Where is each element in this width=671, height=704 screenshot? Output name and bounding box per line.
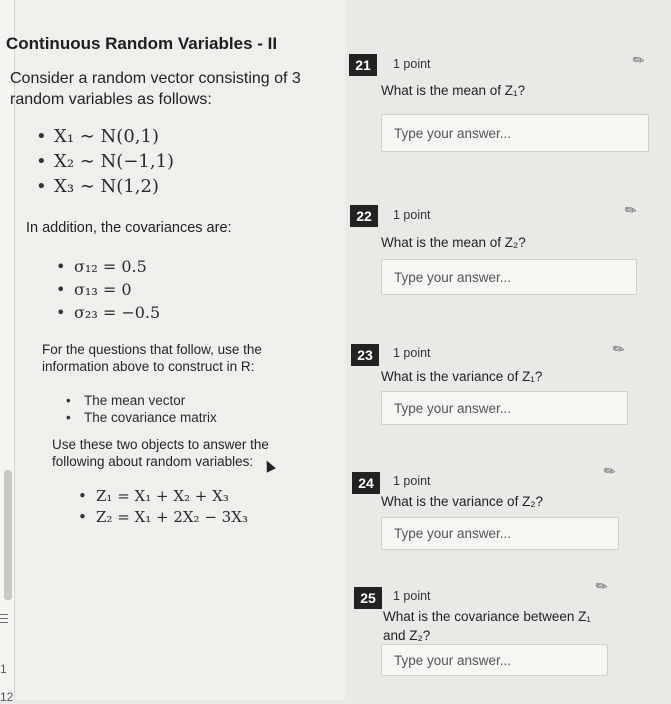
use-objects-text: Use these two objects to answer the following about random variables: bbox=[52, 437, 269, 469]
gutter-line bbox=[0, 622, 8, 623]
question-number-badge: 25 bbox=[354, 587, 382, 609]
list-item: • Z₁ = X₁ + X₂ + X₃ bbox=[74, 486, 248, 507]
question-number-badge: 21 bbox=[349, 54, 377, 76]
list-item: • X₁ ∼ N(0,1) bbox=[32, 124, 174, 149]
question-text: What is the variance of Z₁? bbox=[381, 369, 543, 384]
pin-icon[interactable]: ✎ bbox=[600, 461, 619, 482]
question-points: 1 point bbox=[393, 346, 431, 360]
question-number-badge: 22 bbox=[350, 205, 378, 227]
gutter-line bbox=[0, 618, 8, 619]
question-points: 1 point bbox=[393, 208, 431, 222]
objects-list bbox=[62, 392, 217, 426]
answer-input[interactable] bbox=[381, 259, 637, 295]
instructions-text: For the questions that follow, use the information above to construct in R: bbox=[42, 342, 262, 374]
pin-icon[interactable]: ✎ bbox=[629, 50, 648, 71]
question-points: 1 point bbox=[393, 589, 431, 603]
list-item: • σ₁₂ = 0.5 bbox=[52, 255, 160, 278]
line-number: 12 bbox=[0, 690, 14, 704]
question-points: 1 point bbox=[393, 474, 431, 488]
list-item: • X₂ ∼ N(−1,1) bbox=[32, 149, 174, 174]
pin-icon[interactable]: ✎ bbox=[609, 339, 628, 360]
distribution-list bbox=[32, 124, 174, 199]
pin-icon[interactable]: ✎ bbox=[621, 200, 640, 221]
answer-input[interactable] bbox=[381, 114, 649, 152]
gutter-line bbox=[0, 614, 8, 615]
covariance-heading: In addition, the covariances are: bbox=[26, 220, 232, 236]
question-text: What is the mean of Z₂? bbox=[381, 235, 526, 250]
covariance-list bbox=[52, 255, 160, 324]
scrollbar[interactable] bbox=[4, 470, 12, 600]
list-item: • Z₂ = X₁ + 2X₂ − 3X₃ bbox=[74, 507, 248, 528]
pin-icon[interactable]: ✎ bbox=[592, 576, 611, 597]
list-item: • The covariance matrix bbox=[62, 409, 217, 426]
list-item: • σ₁₃ = 0 bbox=[52, 278, 160, 301]
question-text: What is the variance of Z₂? bbox=[381, 494, 544, 509]
answer-input[interactable] bbox=[381, 517, 619, 550]
question-number-badge: 23 bbox=[351, 344, 379, 366]
answer-input[interactable] bbox=[381, 391, 628, 425]
question-text: What is the covariance between Z₁ and Z₂? bbox=[383, 609, 591, 643]
list-item: • The mean vector bbox=[62, 392, 217, 409]
answer-input[interactable] bbox=[381, 644, 608, 676]
list-item: • X₃ ∼ N(1,2) bbox=[32, 174, 174, 199]
question-text: What is the mean of Z₁? bbox=[381, 83, 526, 98]
list-item: • σ₂₃ = −0.5 bbox=[52, 301, 160, 324]
question-points: 1 point bbox=[393, 57, 431, 71]
line-number: 1 bbox=[0, 662, 7, 676]
transform-list bbox=[74, 486, 248, 528]
intro-text: Consider a random vector consisting of 3 random variables as follows: bbox=[10, 70, 301, 108]
question-number-badge: 24 bbox=[352, 472, 380, 494]
page-title: Continuous Random Variables - II bbox=[6, 34, 278, 53]
